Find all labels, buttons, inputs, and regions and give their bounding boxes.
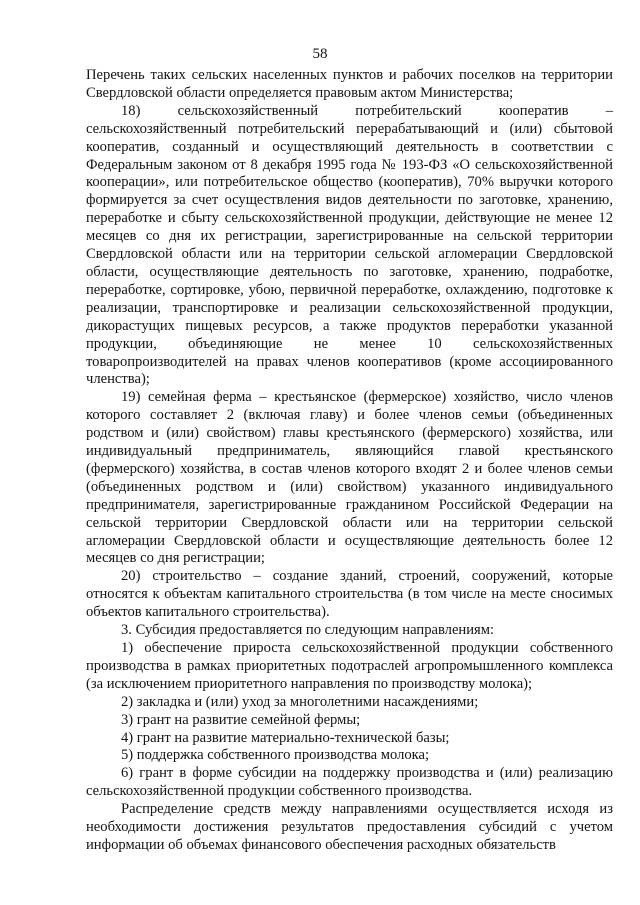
paragraph-direction-1: 1) обеспечение прироста сельскохозяйственной продукции собственного производства в рамках приоритетных подотраслей агропромышленного комплекса (за исключением приоритетного направления по производству молока); (86, 640, 613, 692)
paragraph-item-20: 20) строительство – создание зданий, строений, сооружений, которые относятся к объектам капитального строительства (в том числе на месте сносимых объектов капитального строительства). (86, 568, 613, 621)
paragraph-distribution: Распределение средств между направлениями осуществляется исходя из необходимости достижения результатов предоставления субсидий с учетом информации об объемах финансового обеспечения расходных обязательств (86, 801, 613, 853)
body-text (86, 67, 613, 855)
paragraph-section-3-heading: 3. Субсидия предоставляется по следующим направлениям: (121, 622, 495, 639)
paragraph-direction-5: 5) поддержка собственного производства молока; (121, 747, 430, 764)
page-number: 58 (312, 46, 328, 62)
paragraph-direction-6: 6) грант в форме субсидии на поддержку производства и (или) реализацию сельскохозяйственной продукции собственного производства. (86, 765, 613, 800)
paragraph-direction-3: 3) грант на развитие семейной фермы; (121, 711, 361, 728)
paragraph-item-18: 18) сельскохозяйственный потребительский кооператив – сельскохозяйственный потребительский перерабатывающий и (или) сбытовой кооператив, созданный и осуществляющий деятельность в соответствии с Федеральным законом от 8 декабря 1995 года № 193-ФЗ «О сельскохозяйственной кооперации», или потребительское общество (кооператив), 70% выручки которого формируется за счет осуществления видов деятельности по заготовке, хранению, переработке и сбыту сельскохозяйственной продукции, действующие не менее 12 месяцев со дня их регистрации, зарегистрированные на сельской территории Свердловской области или на территории сельской агломерации Свердловской области, осуществляющие деятельность по заготовке, хранению, подработке, переработке, сортировке, убою, первичной переработке, охлаждению, подготовке к реализации, транспортировке и реализации сельскохозяйственной продукции, дикорастущих пищевых ресурсов, а также продуктов переработки указанной продукции, объединяющие не менее 10 сельскохозяйственных товаропроизводителей на правах членов кооперативов (кроме ассоциированного членства); (86, 102, 613, 388)
paragraph-direction-4: 4) грант на развитие материально-технической базы; (121, 729, 450, 746)
paragraph-direction-2: 2) закладка и (или) уход за многолетними насаждениями; (121, 693, 479, 710)
paragraph-item-19: 19) семейная ферма – крестьянское (фермерское) хозяйство, число членов которого составляет 2 (включая главу) и более членов семьи (объединенных родством и (или) свойством) главы крестьянского (фермерского) хозяйства, или индивидуальный предприниматель, являющийся главой крестьянского (фермерского) хозяйства, в состав членов которого входят 2 и более членов семьи (объединенных родством и (или) свойством) указанного индивидуального предпринимателя, зарегистрированные гражданином Российской Федерации на сельской территории Свердловской области или на территории сельской агломерации Свердловской области и осуществляющие деятельность более 12 месяцев со дня регистрации; (86, 389, 613, 567)
paragraph-intro-continuation: Перечень таких сельских населенных пунктов и рабочих поселков на территории Свердловской области определяется правовым актом Министерства; (86, 67, 613, 101)
